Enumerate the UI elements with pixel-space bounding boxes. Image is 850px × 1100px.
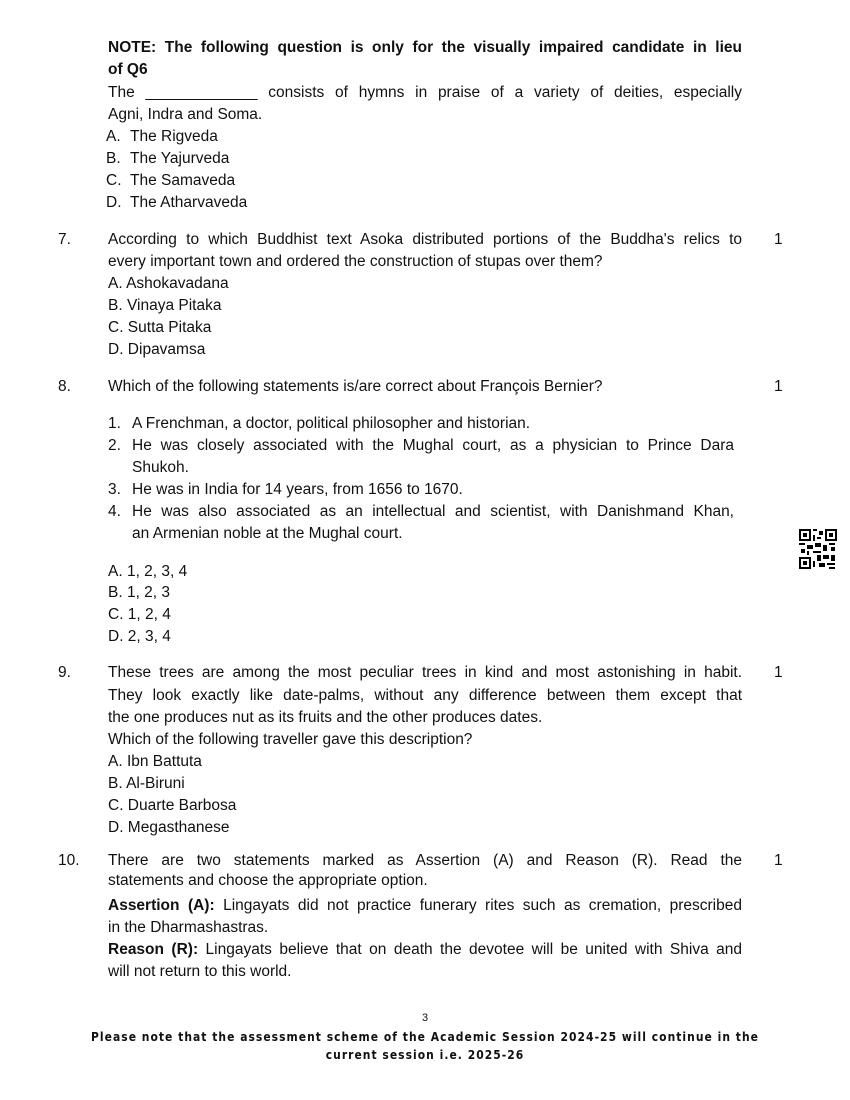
statement-text: He was also associated as an intellectual and scientist, with Danishmand Khan, (132, 503, 734, 520)
question-text: These trees are among the most peculiar trees in kind and most astonishing in habit. (108, 664, 742, 681)
question-text: There are two statements marked as Assertion (A) and Reason (R). Read the (108, 852, 742, 869)
statement-number: 4. (108, 503, 121, 520)
note-option-d (106, 192, 740, 214)
note-question-cont: Agni, Indra and Soma. (108, 106, 263, 123)
assertion (108, 895, 742, 917)
question-text: the one produces nut as its fruits and the other produces dates. (108, 709, 543, 726)
question-number: 10. (58, 852, 80, 869)
note-heading-cont: of Q6 (108, 61, 148, 78)
reason-cont: will not return to this world. (108, 963, 292, 980)
question-number: 8. (58, 378, 71, 395)
option-d: D. Megasthanese (108, 819, 230, 836)
option-b: B. Al-Biruni (108, 775, 185, 792)
option-key: A. (106, 128, 121, 145)
option-b: B. Vinaya Pitaka (108, 297, 222, 314)
statement-number: 3. (108, 481, 121, 498)
option-b: B. 1, 2, 3 (108, 584, 171, 601)
question-text: Which of the following traveller gave this description? (108, 731, 473, 748)
question-marks: 1 (774, 378, 783, 395)
assertion-cont: in the Dharmashastras. (108, 919, 269, 936)
option-d: D. Dipavamsa (108, 341, 206, 358)
option-d: D. 2, 3, 4 (108, 628, 171, 645)
statement-text: He was in India for 14 years, from 1656 to 1670. (132, 481, 463, 498)
note-option-b (106, 148, 740, 170)
option-a: A. 1, 2, 3, 4 (108, 563, 188, 580)
footer-note: Please note that the assessment scheme of the Academic Session 2024-25 will continue in the (91, 1029, 759, 1044)
option-c: C. Sutta Pitaka (108, 319, 212, 336)
question-text: every important town and ordered the construction of stupas over them? (108, 253, 603, 270)
option-text: The Rigveda (130, 128, 218, 145)
option-text: The Samaveda (130, 172, 236, 189)
question-number: 9. (58, 664, 71, 681)
statement-text: He was closely associated with the Mughal court, as a physician to Prince Dara (132, 437, 734, 454)
question-text: They look exactly like date-palms, without any difference between them except that (108, 687, 742, 704)
statement-number: 1. (108, 415, 121, 432)
question-text: statements and choose the appropriate option. (108, 872, 428, 889)
question-text: Which of the following statements is/are correct about François Bernier? (108, 378, 603, 395)
option-key: C. (106, 172, 122, 189)
option-c: C. Duarte Barbosa (108, 797, 237, 814)
option-key: D. (106, 194, 122, 211)
option-a: A. Ashokavadana (108, 275, 229, 292)
question-number: 7. (58, 231, 71, 248)
reason-text: Lingayats believe that on death the devotee will be united with Shiva and (198, 941, 742, 958)
statement-text: Shukoh. (132, 459, 189, 476)
assertion-label: Assertion (A): (108, 897, 215, 914)
footer-note-cont: current session i.e. 2025-26 (325, 1047, 525, 1062)
option-key: B. (106, 150, 121, 167)
statement-text: A Frenchman, a doctor, political philosopher and historian. (132, 415, 531, 432)
question-marks: 1 (774, 664, 783, 681)
qr-code-icon (799, 529, 837, 569)
statement-text: an Armenian noble at the Mughal court. (132, 525, 403, 542)
note-option-c (106, 170, 740, 192)
option-text: The Atharvaveda (130, 194, 248, 211)
question-marks: 1 (774, 231, 783, 248)
note-option-a (106, 126, 740, 148)
statement-number: 2. (108, 437, 121, 454)
assertion-text: Lingayats did not practice funerary rites such as cremation, prescribed (214, 897, 742, 914)
reason-label: Reason (R): (108, 941, 199, 958)
option-c: C. 1, 2, 4 (108, 606, 171, 623)
question-marks: 1 (774, 852, 783, 869)
note-question: The _____________ consists of hymns in praise of a variety of deities, especially (108, 84, 742, 101)
option-a: A. Ibn Battuta (108, 753, 202, 770)
option-text: The Yajurveda (130, 150, 230, 167)
reason (108, 939, 742, 961)
page-number: 3 (421, 1012, 429, 1024)
question-text: According to which Buddhist text Asoka distributed portions of the Buddha's relics to (108, 231, 742, 248)
note-heading: NOTE: The following question is only for the visually impaired candidate in lieu (108, 39, 742, 56)
